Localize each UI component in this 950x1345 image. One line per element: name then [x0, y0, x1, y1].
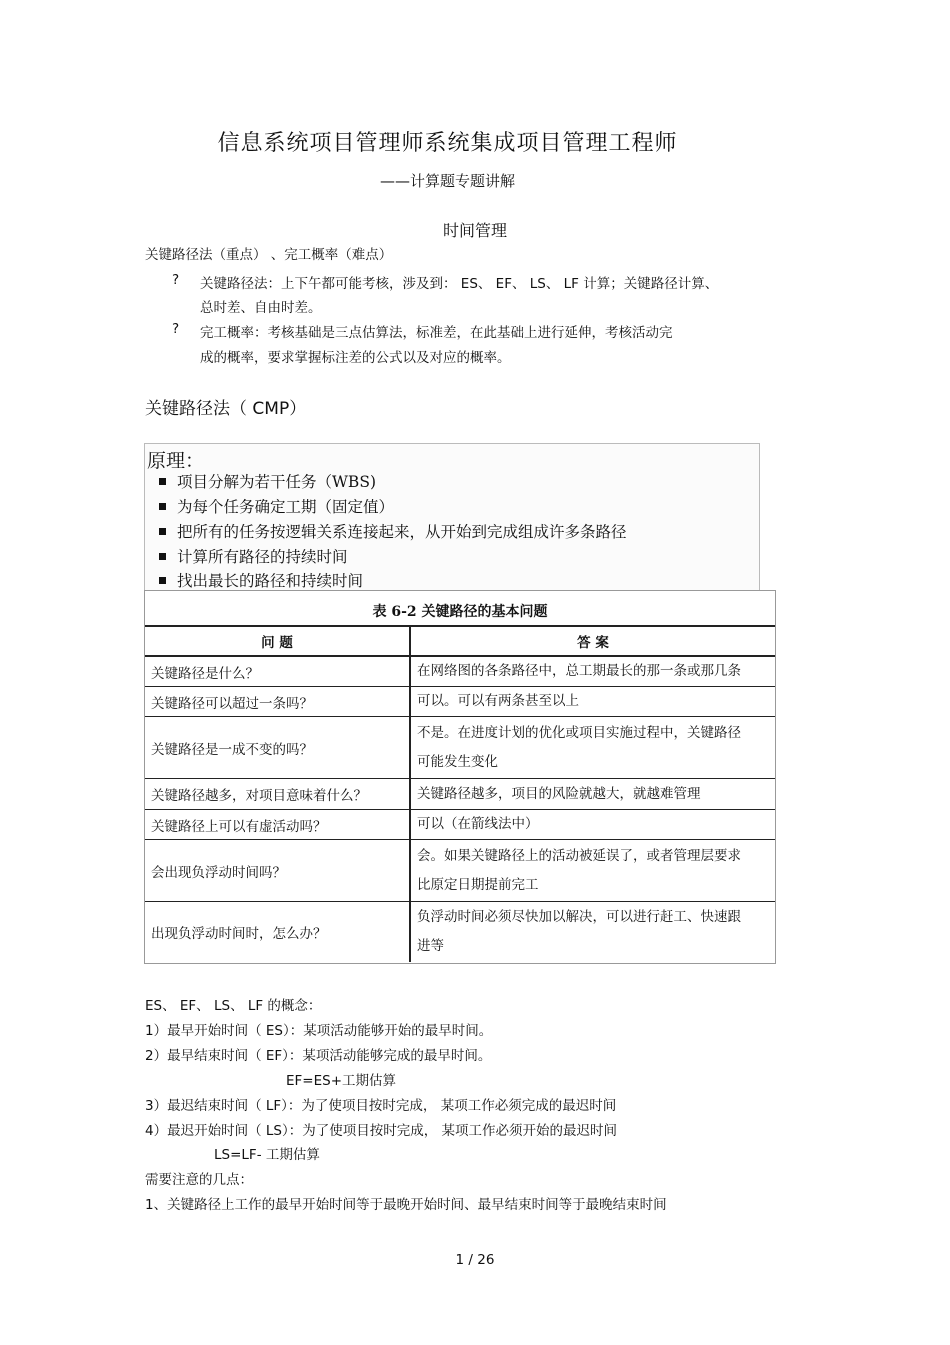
- bullet-square-icon: [159, 577, 166, 584]
- answer-cell: [410, 656, 775, 687]
- answer-line: 进等: [417, 937, 444, 954]
- bullet-square-icon: [159, 553, 166, 560]
- question-cell: 关键路径越多，对项目意味着什么？: [145, 779, 410, 810]
- principle-item: [159, 569, 363, 591]
- principle-item-text: 找出最长的路径和持续时间: [177, 572, 364, 590]
- answer-line: 负浮动时间必须尽快加以解决，可以进行赶工、快速跟: [417, 908, 741, 925]
- concept-line: 3）最迟结束时间（ LF）：为了使项目按时完成， 某项工作必须完成的最迟时间: [145, 1098, 617, 1114]
- cpm-heading: 关键路径法（ CMP）: [145, 399, 307, 419]
- question-cell: 出现负浮动时间时，怎么办？: [145, 902, 410, 962]
- table-row: [145, 779, 775, 810]
- intro-line: 关键路径法（重点） 、完工概率（难点）: [145, 247, 393, 263]
- answer-line: 不是。在进度计划的优化或项目实施过程中，关键路径: [417, 724, 741, 741]
- header-question: 问 题: [145, 626, 410, 656]
- note-line: 1、关键路径上工作的最早开始时间等于最晚开始时间、最早结束时间等于最晚结束时间: [145, 1197, 667, 1213]
- principle-heading: 原理：: [147, 450, 205, 472]
- principle-figure: [144, 443, 760, 592]
- answer-cell: [410, 717, 775, 779]
- principle-item: [159, 470, 376, 492]
- critical-path-table-figure: [144, 590, 776, 964]
- notes-heading: 需要注意的几点：: [145, 1172, 253, 1188]
- table-row: [145, 902, 775, 962]
- table-row: [145, 687, 775, 717]
- answer-line: 会。如果关键路径上的活动被延误了，或者管理层要求: [417, 847, 741, 864]
- principle-item: [159, 545, 348, 567]
- bullet-square-icon: [159, 478, 166, 485]
- table-row: [145, 656, 775, 687]
- principle-item: [159, 495, 394, 517]
- question-cell: 关键路径是什么？: [145, 656, 410, 687]
- principle-item-text: 为每个任务确定工期（固定值）: [177, 498, 395, 516]
- answer-line: 可能发生变化: [417, 753, 498, 770]
- bullet-marker: ?: [172, 272, 180, 288]
- answer-line: 可以（在箭线法中）: [417, 816, 539, 832]
- bullet-line: 完工概率：考核基础是三点估算法，标准差，在此基础上进行延伸，考核活动完: [200, 325, 673, 341]
- formula-ef: EF=ES+工期估算: [286, 1073, 397, 1089]
- bullet-line: 成的概率，要求掌握标注差的公式以及对应的概率。: [200, 350, 511, 366]
- table-row: [145, 810, 775, 840]
- concept-line: 1）最早开始时间（ ES）：某项活动能够开始的最早时间。: [145, 1023, 493, 1039]
- concepts-heading: ES、 EF、 LS、 LF 的概念：: [145, 998, 322, 1014]
- question-cell: 关键路径上可以有虚活动吗？: [145, 810, 410, 840]
- table-row: [145, 717, 775, 779]
- table-row: [145, 840, 775, 902]
- answer-cell: [410, 810, 775, 840]
- question-cell: 关键路径是一成不变的吗？: [145, 717, 410, 779]
- answer-cell: [410, 687, 775, 717]
- answer-line: 比原定日期提前完工: [417, 876, 539, 893]
- question-cell: 关键路径可以超过一条吗？: [145, 687, 410, 717]
- header-answer: 答 案: [410, 626, 775, 656]
- answer-line: 关键路径越多，项目的风险就越大，就越难管理: [417, 785, 701, 802]
- concept-line: 2）最早结束时间（ EF）：某项活动能够完成的最早时间。: [145, 1048, 492, 1064]
- answer-cell: [410, 840, 775, 902]
- concept-line: 4）最迟开始时间（ LS）：为了使项目按时完成， 某项工作必须开始的最迟时间: [145, 1123, 618, 1139]
- principle-item: [159, 520, 627, 542]
- answer-line: 在网络图的各条路径中，总工期最长的那一条或那几条: [417, 663, 741, 679]
- page-number: 1 / 26: [455, 1252, 495, 1268]
- document-title: 信息系统项目管理师系统集成项目管理工程师: [217, 131, 678, 156]
- answer-cell: [410, 902, 775, 962]
- bullet-marker: ?: [172, 321, 180, 337]
- bullet-line: 关键路径法：上下午都可能考核，涉及到： ES、 EF、 LS、 LF 计算；关键路径计算、: [200, 276, 719, 292]
- principle-item-text: 把所有的任务按逻辑关系连接起来，从开始到完成组成许多条路径: [177, 523, 627, 541]
- principle-item-text: 计算所有路径的持续时间: [177, 548, 348, 566]
- answer-cell: [410, 779, 775, 810]
- formula-ls: LS=LF- 工期估算: [214, 1147, 320, 1163]
- answer-line: 可以。可以有两条甚至以上: [417, 693, 579, 709]
- document-subtitle: ——计算题专题讲解: [379, 172, 515, 190]
- table-caption: 表 6-2 关键路径的基本问题: [372, 604, 548, 620]
- bullet-square-icon: [159, 503, 166, 510]
- principle-item-text: 项目分解为若干任务（WBS): [177, 473, 376, 491]
- bullet-square-icon: [159, 528, 166, 535]
- section-title: 时间管理: [442, 221, 507, 240]
- critical-path-table: [145, 625, 775, 962]
- bullet-line: 总时差、自由时差。: [200, 300, 322, 316]
- table-header-row: [145, 626, 775, 656]
- question-cell: 会出现负浮动时间吗？: [145, 840, 410, 902]
